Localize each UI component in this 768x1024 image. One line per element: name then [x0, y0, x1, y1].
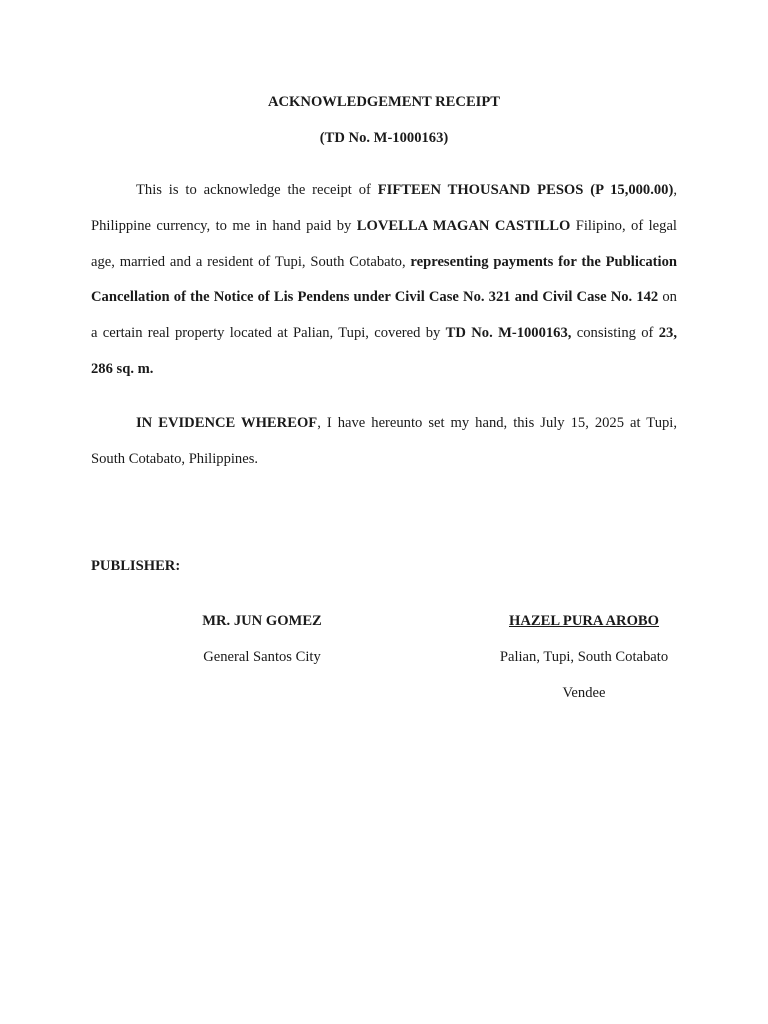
- evidence-text: , I have hereunto set my hand, this July 15, 2025 at Tupi, South Cotabato, Philippines.: [91, 415, 677, 467]
- receipt-paragraph: [91, 173, 677, 388]
- payment-purpose: representing payments for the Publication Cancellation of the Notice of Lis Pendens under Civil Case No. 321 and Civil Case No. 142: [91, 253, 677, 306]
- publisher-name: MR. JUN GOMEZ: [202, 613, 322, 629]
- tax-declaration-number: TD No. M-1000163,: [445, 325, 572, 342]
- vendee-role: Vendee: [562, 685, 606, 701]
- document-title: ACKNOWLEDGEMENT RECEIPT: [267, 94, 501, 110]
- evidence-paragraph: [91, 406, 677, 478]
- vendee-name: HAZEL PURA AROBO: [508, 613, 660, 629]
- property-area: 23, 286 sq. m.: [91, 325, 677, 377]
- publisher-signature-block: [162, 612, 362, 684]
- receipt-text-5: consisting of: [571, 325, 659, 342]
- receipt-text-1: This is to acknowledge the receipt of: [136, 182, 378, 198]
- vendee-signature-block: [474, 612, 694, 720]
- evidence-heading: IN EVIDENCE WHEREOF: [136, 415, 318, 431]
- vendee-address: Palian, Tupi, South Cotabato: [499, 649, 669, 665]
- receipt-text-2: , Philippine currency, to me in hand paid by: [91, 182, 677, 234]
- receipt-text-3: Filipino, of legal age, married and a resident of Tupi, South Cotabato,: [91, 217, 677, 270]
- document-subtitle: (TD No. M-1000163): [319, 130, 449, 146]
- payer-name: LOVELLA MAGAN CASTILLO: [356, 217, 571, 234]
- amount-text: FIFTEEN THOUSAND PESOS (P 15,000.00): [377, 182, 674, 198]
- publisher-label: PUBLISHER:: [91, 558, 181, 574]
- receipt-text-4: on a certain real property located at Palian, Tupi, covered by: [91, 289, 677, 342]
- publisher-address: General Santos City: [203, 649, 321, 665]
